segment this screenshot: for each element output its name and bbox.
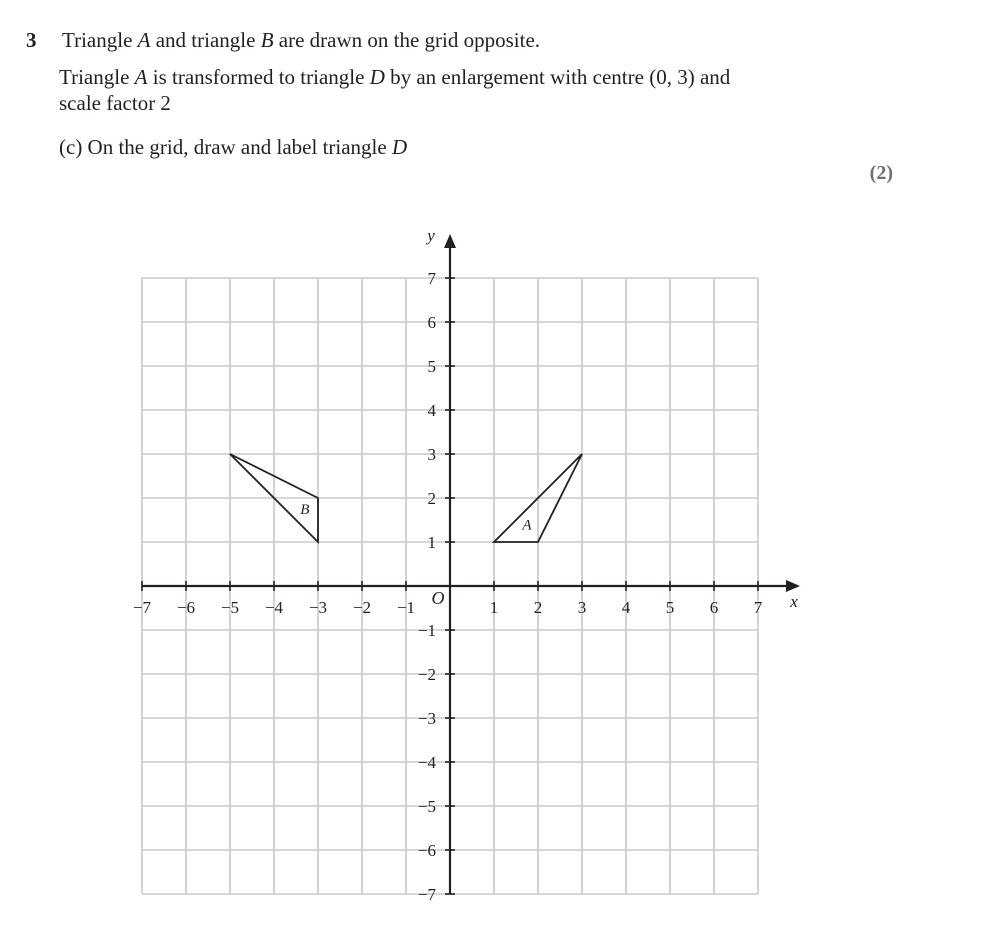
y-tick-label: 5 [427,357,436,376]
triangle-a-label: A [522,517,532,534]
triangle-d-name: D [369,65,385,89]
triangle-b-name: B [260,28,274,52]
x-tick-label: −4 [264,598,284,617]
transform-text-1: Triangle [59,65,135,89]
x-tick-label: −2 [352,598,372,617]
transform-text-2: is transformed to triangle [147,65,370,89]
intro-text-1: Triangle [62,28,138,52]
x-tick-label: 6 [709,598,719,617]
y-axis-label: y [427,226,435,245]
triangle-d-name: D [391,135,408,159]
triangle-b-label: B [300,502,310,518]
x-tick-label: 7 [753,598,763,617]
y-tick-label: 7 [427,269,436,288]
x-tick-label: 2 [533,598,543,617]
x-tick-label: −5 [220,598,240,617]
y-tick-label: 4 [427,401,436,420]
triangle-a-name: A [137,28,151,52]
y-tick-label: 6 [427,313,436,332]
part-c-text-1: (c) On the grid, draw and label triangle [59,135,392,159]
transform-text-3: by an enlargement with centre (0, 3) and [384,65,731,89]
y-tick-label: −1 [417,621,436,640]
x-tick-label: −7 [132,598,152,617]
y-tick-label: 3 [427,445,436,464]
y-tick-label: −6 [417,841,436,860]
origin-label: O [431,588,445,608]
x-tick-label: 4 [621,598,631,617]
intro-text-2: and triangle [150,28,261,52]
y-tick-label: −3 [417,709,436,728]
y-tick-label: 1 [427,533,436,552]
x-tick-label: 5 [665,598,675,617]
scale-factor-text: scale factor 2 [59,91,171,115]
x-axis-label: x [790,592,798,611]
x-tick-label: −6 [176,598,196,617]
y-tick-label: −5 [417,797,436,816]
intro-text-3: are drawn on the grid opposite. [273,28,541,52]
y-tick-label: −7 [417,885,436,904]
x-tick-label: 3 [577,598,587,617]
y-tick-label: 2 [427,489,436,508]
x-tick-label: −3 [308,598,328,617]
y-axis-arrow-icon [444,234,456,248]
x-tick-label: 1 [489,598,499,617]
question-number: 3 [26,28,37,52]
marks-label: (2) [869,162,893,184]
x-tick-label: −1 [396,598,416,617]
y-tick-label: −2 [417,665,436,684]
triangle-a-name: A [134,65,148,89]
x-axis-arrow-icon [786,580,800,592]
y-tick-label: −4 [417,753,436,772]
